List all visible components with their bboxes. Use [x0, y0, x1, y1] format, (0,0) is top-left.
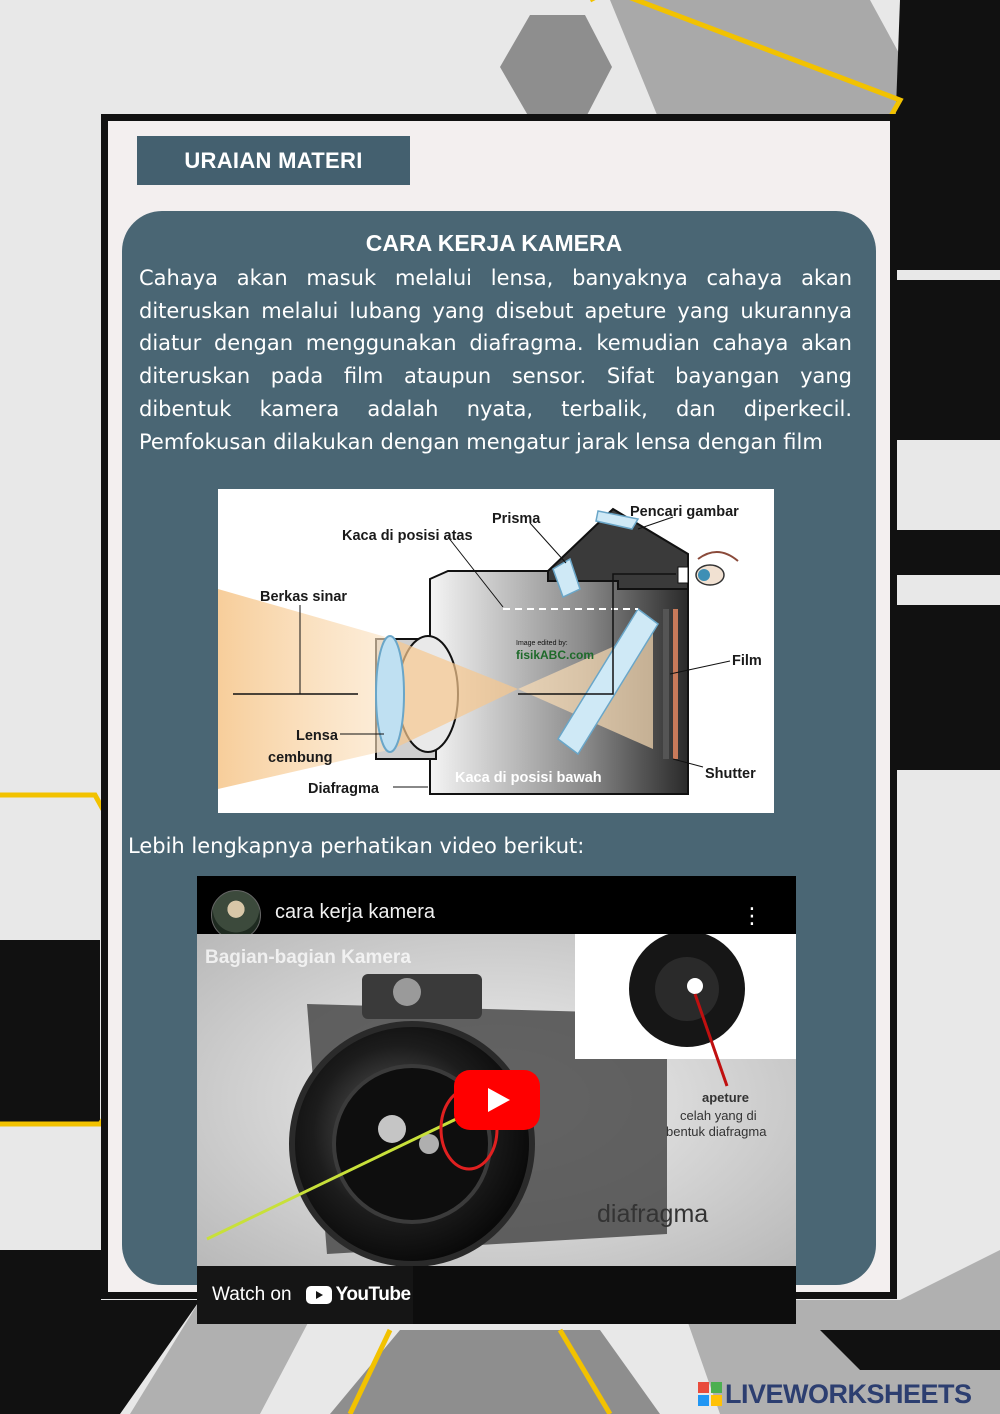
credit-small: Image edited by:: [516, 640, 568, 647]
more-options-icon[interactable]: ⋮: [741, 904, 763, 929]
card-title: CARA KERJA KAMERA: [365, 230, 623, 256]
youtube-logo: [306, 1284, 411, 1306]
video-header: [197, 876, 796, 934]
label-shutter: Shutter: [705, 766, 756, 782]
youtube-wordmark: YouTube: [335, 1284, 411, 1305]
liveworksheets-logo[interactable]: [698, 1376, 972, 1412]
section-label: URAIAN MATERI: [137, 136, 410, 185]
thumb-heading: Bagian-bagian Kamera: [205, 947, 411, 968]
label-cembung: cembung: [268, 750, 333, 766]
label-kaca-bawah: Kaca di posisi bawah: [455, 770, 602, 786]
apeture-desc-1: celah yang di: [680, 1108, 757, 1123]
convex-lens-shape: [376, 636, 404, 752]
brand-text: LIVEWORKSHEETS: [725, 1378, 972, 1409]
youtube-video-embed[interactable]: [197, 876, 796, 1324]
label-berkas-sinar: Berkas sinar: [260, 589, 348, 605]
watch-on-text: Watch on: [212, 1284, 292, 1305]
card-body-text: Cahaya akan masuk melalui lensa, banyaknya cahaya akan diteruskan melalui lubang yang disebut apeture yang ukurannya diatur dengan menggunakan diafragma. kemudian cahaya akan diteruskan pada film ataupun sensor. Sifat bayangan yang dibentuk kamera adalah nyata, terbalik, dan diperkecil. Pemfokusan dilakukan dengan mengatur jarak lensa dengan film: [139, 266, 852, 454]
apeture-label: apeture: [702, 1090, 749, 1105]
label-prisma: Prisma: [492, 511, 541, 527]
label-diafragma: Diafragma: [308, 781, 379, 797]
label-lensa: Lensa: [296, 728, 338, 744]
label-pencari-gambar: Pencari gambar: [630, 504, 739, 520]
video-title[interactable]: cara kerja kamera: [275, 901, 436, 923]
apeture-desc-2: bentuk diafragma: [666, 1124, 767, 1139]
play-button[interactable]: [454, 1070, 540, 1130]
liveworksheets-icon: [698, 1382, 722, 1406]
diafragma-label: diafragma: [597, 1200, 709, 1228]
watch-on-youtube-button[interactable]: [197, 1266, 413, 1324]
youtube-icon: [306, 1286, 332, 1304]
video-intro-text: Lebih lengkapnya perhatikan video berikut:: [128, 834, 585, 858]
camera-diagram: [218, 489, 774, 813]
label-kaca-atas: Kaca di posisi atas: [342, 528, 473, 544]
channel-avatar[interactable]: [211, 890, 261, 940]
label-film: Film: [732, 653, 762, 669]
credit-site: fisikABC.com: [516, 648, 595, 662]
